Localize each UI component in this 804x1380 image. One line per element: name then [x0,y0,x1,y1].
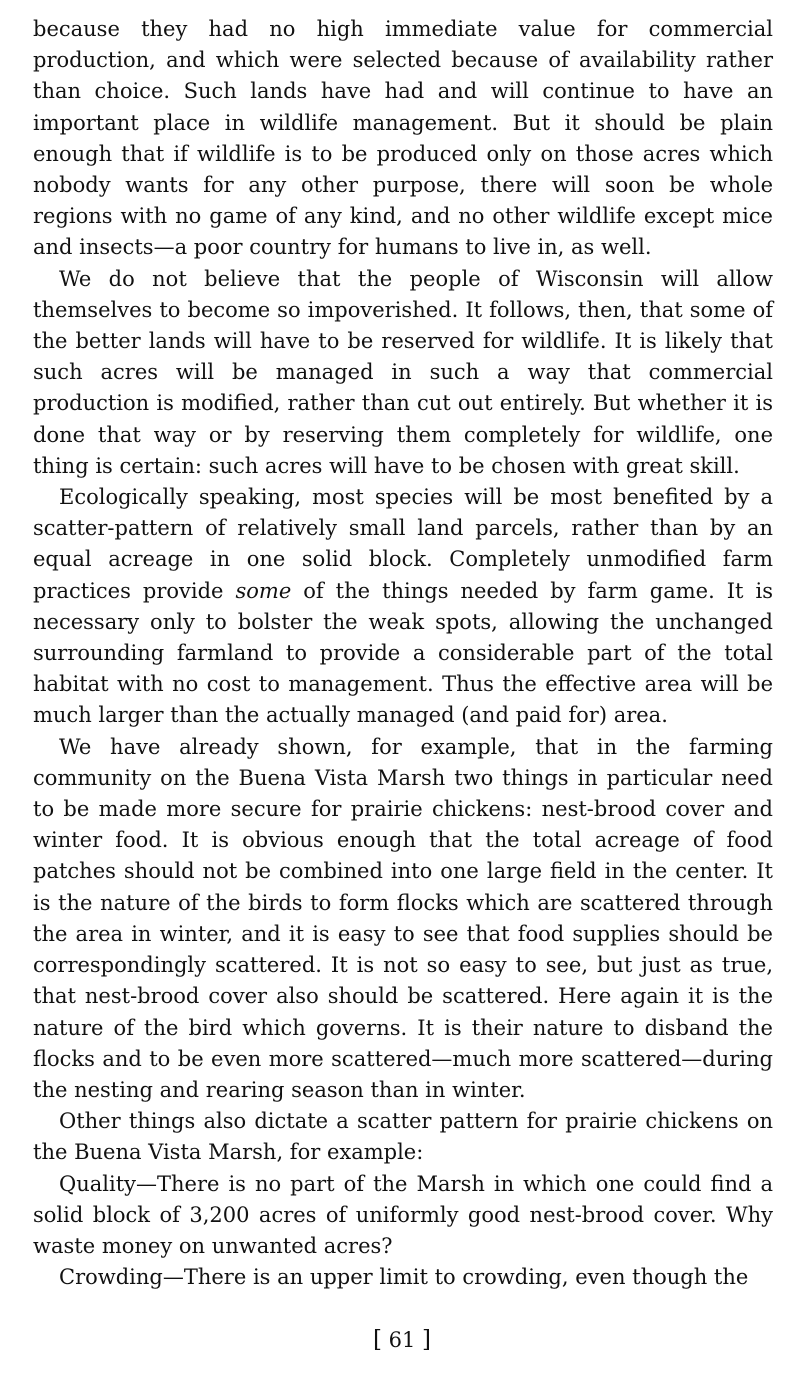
page-number [0,1327,804,1353]
page-number-value: 61 [388,1328,416,1352]
paragraph-buena-vista: We have already shown, for example, that in the farming community on the Buena Vista Marsh two things in particular need to be made more secure for prairie chickens: nest-brood cover and winter food. It is obvious enough that the total acreage of food patches should not be combined into one large field in the center. It is the nature of the birds to form flocks which are scattered through the area in winter, and it is easy to see that food supplies should be correspondingly scattered. It is not so easy to see, but just as true, that nest-brood cover also should be scattered. Here again it is the nature of the bird which governs. It is their nature to disband the flocks and to be even more scattered—much more scattered—during the nesting and rearing season than in winter. [33,734,773,1102]
paragraph-crowding: Crowding—There is an upper limit to crowding, even though the [59,1265,749,1290]
paragraph-quality: Quality—There is no part of the Marsh in which one could find a solid block of 3,200 acres of uniformly good nest-brood cover. Why waste money on unwanted acres? [33,1171,773,1258]
folio-open-bracket: [ [372,1327,382,1353]
paragraph-ecologically-lead: Ecologically speaking, most species will be most benefited by a scatter-pattern of relatively small land parcels, rather than by an equal acreage in one solid block. Completely unmodified farm practices provide [33,485,773,603]
paragraph-ecologically [33,482,773,732]
page-body [33,14,773,1293]
paragraph-wisconsin: We do not believe that the people of Wisconsin will allow themselves to become so impoverished. It follows, then, that some of the better lands will have to be reserved for wildlife. It is likely that such acres will be managed in such a way that commercial production is modified, rather than cut out entirely. But whether it is done that way or by reserving them completely for wildlife, one thing is certain: such acres will have to be chosen with great skill. [33,266,773,478]
emphasis-some: some [235,578,292,603]
paragraph-continued: because they had no high immediate value for commercial production, and which were selected because of availability rather than choice. Such lands have had and will continue to have an important place in wildlife management. But it should be plain enough that if wildlife is to be produced only on those acres which nobody wants for any other purpose, there will soon be whole regions with no game of any kind, and no other wildlife except mice and insects—a poor country for humans to live in, as well. [33,17,773,260]
paragraph-other-things: Other things also dictate a scatter pattern for prairie chickens on the Buena Vista Marsh, for example: [33,1109,773,1165]
paragraph-ecologically-tail: of the things needed by farm game. It is necessary only to bolster the weak spots, allowing the unchanged surrounding farmland to provide a considerable part of the total habitat with no cost to management. Thus the effective area will be much larger than the actually managed (and paid for) area. [33,578,774,728]
folio-close-bracket: ] [422,1327,432,1353]
